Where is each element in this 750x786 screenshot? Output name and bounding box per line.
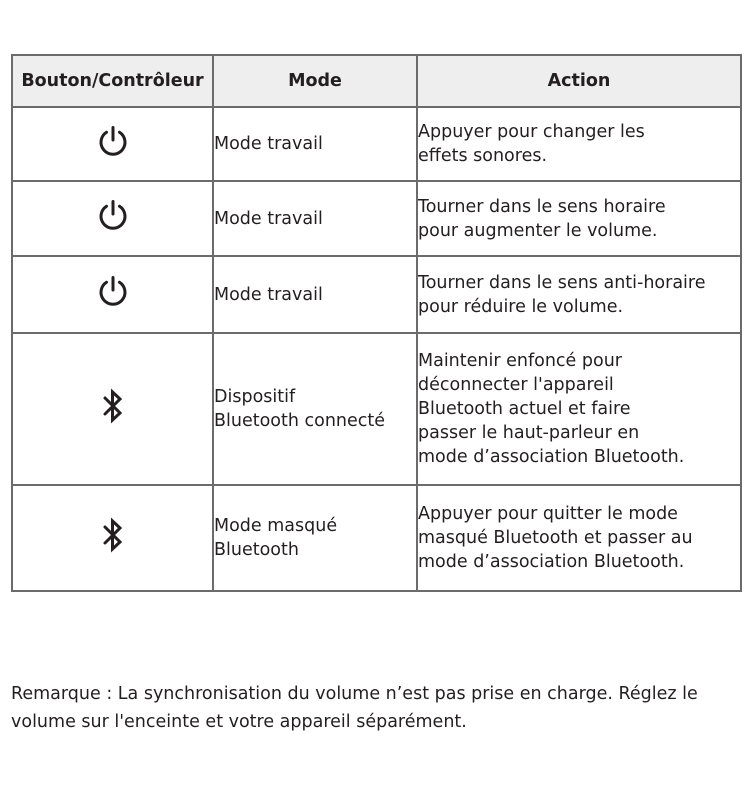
action-cell <box>417 333 741 485</box>
table-row <box>12 181 741 256</box>
action-text: Tourner dans le sens anti-horaire pour réduire le volume. <box>418 272 706 317</box>
mode-text: Mode masqué Bluetooth <box>214 516 338 560</box>
header-action: Action <box>417 55 741 107</box>
control-cell <box>12 333 213 485</box>
control-cell <box>12 107 213 181</box>
action-cell <box>417 256 741 333</box>
bluetooth-icon <box>102 517 124 553</box>
action-cell <box>417 107 741 181</box>
mode-text: Mode travail <box>214 134 323 154</box>
mode-text: Mode travail <box>214 208 323 229</box>
mode-cell <box>213 256 417 333</box>
mode-cell <box>213 181 417 256</box>
note-text: Remarque : La synchronisation du volume n’est pas prise en charge. Réglez le volume sur l'enceinte et votre appareil séparément. <box>11 684 698 732</box>
action-text: Tourner dans le sens horaire pour augmenter le volume. <box>418 196 666 241</box>
mode-cell <box>213 485 417 591</box>
control-cell <box>12 181 213 256</box>
power-icon <box>96 124 130 158</box>
power-icon <box>96 274 130 308</box>
control-cell <box>12 485 213 591</box>
table-row <box>12 107 741 181</box>
mode-cell <box>213 333 417 485</box>
mode-text: Mode travail <box>214 284 323 305</box>
action-cell <box>417 485 741 591</box>
mode-text: Dispositif Bluetooth connecté <box>214 387 386 431</box>
header-control: Bouton/Contrôleur <box>12 55 213 107</box>
action-text: Appuyer pour quitter le mode masqué Bluetooth et passer au mode d’association Bluetooth. <box>418 504 693 572</box>
mode-cell <box>213 107 417 181</box>
header-mode: Mode <box>213 55 417 107</box>
action-cell <box>417 181 741 256</box>
bluetooth-icon <box>102 388 124 424</box>
action-text: Appuyer pour changer les effets sonores. <box>418 122 645 166</box>
controls-table <box>11 54 742 592</box>
power-icon <box>96 198 130 232</box>
table-header-row <box>12 55 741 107</box>
action-text: Maintenir enfoncé pour déconnecter l'appareil Bluetooth actuel et faire passer le haut-parleur en mode d’association Bluetooth. <box>418 351 685 467</box>
table-row <box>12 485 741 591</box>
control-cell <box>12 256 213 333</box>
table-row <box>12 256 741 333</box>
table-row <box>12 333 741 485</box>
